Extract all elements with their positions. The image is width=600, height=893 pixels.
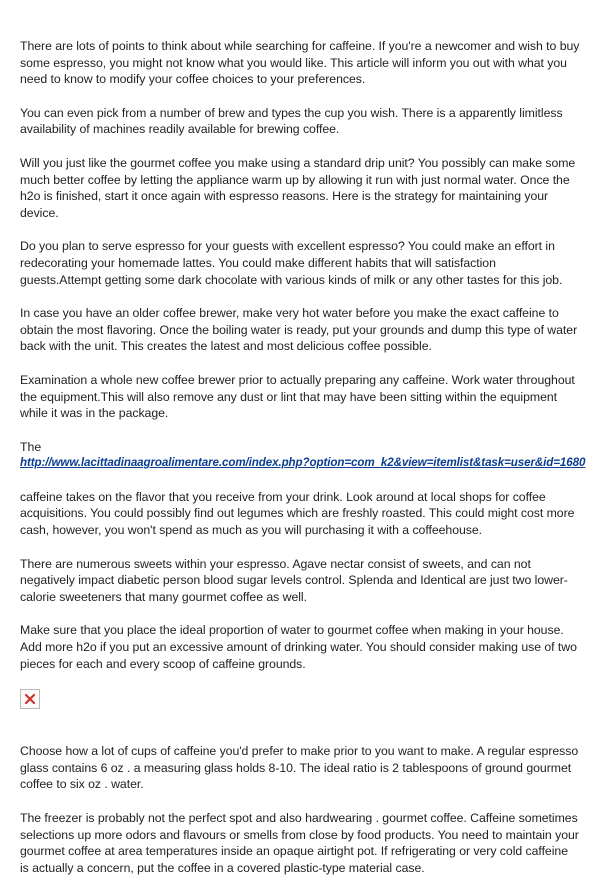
paragraph-intro: There are lots of points to think about while searching for caffeine. If you're a newcomer and wish to buy some espresso, you might not know what you would like. This article will inform you out with what you need to know to modify your coffee choices to your preferences. xyxy=(20,39,580,87)
paragraph-cups: Choose how a lot of cups of caffeine you'd prefer to make prior to you want to make. A regular espresso glass contains 6 oz . a measuring glass holds 8-10. The ideal ratio is 2 tablespoons of ground gourmet coffee to six oz . water. xyxy=(20,744,579,792)
paragraph-brew-types: You can even pick from a number of brew and types the cup you wish. There is a apparently limitless availability of machines readily available for brewing coffee. xyxy=(20,105,563,137)
paragraph-freezer: The freezer is probably not the perfect spot and also hardwearing . gourmet coffee. Caffeine sometimes selections up more odors and flavours or smells from close by food products. You need to maintain your gourmet coffee at area temperatures inside an opaque airtight pot. If refrigerating or very cold caffeine is actually a concern, put the coffee in a covered plastic-type material case. xyxy=(20,811,579,875)
paragraph-test-brewer: Examination a whole new coffee brewer prior to actually preparing any caffeine. Work water throughout the equipment.This will also remove any dust or lint that may have been sitting within the equipment while it was in the package. xyxy=(20,372,575,421)
paragraph-older-brewer: In case you have an older coffee brewer, make very hot water before you make the exact caffeine to obtain the most flavoring. Once the boiling water is ready, put your grounds and dump this type of water back with the unit. This creates the latest and most delicious coffee possible. xyxy=(20,306,578,354)
paragraph-flavor: caffeine takes on the flavor that you receive from your drink. Look around at local shops for coffee acquisitions. You could possibly find out legumes which are freshly roasted. This could might cost more cash, however, you won't spend as much as you will purchasing it with a coffeehouse. xyxy=(20,489,575,538)
article xyxy=(20,38,586,893)
paragraph-sweets: There are numerous sweets within your espresso. Agave nectar consist of sweets, and can not negatively impact diabetic person blood sugar levels control. Splenda and Identical are just two lower-calorie sweeteners that many gourmet coffee as well. xyxy=(20,556,568,604)
link-block xyxy=(20,439,586,472)
broken-image-icon xyxy=(20,689,40,709)
paragraph-water-proportion: Make sure that you place the ideal proportion of water to gourmet coffee when making in your house. Add more h2o if you put an excessive amount of drinking water. You should consider making use of two pieces for each and every scoop of caffeine grounds. xyxy=(20,623,577,671)
external-link[interactable]: http://www.lacittadinaagroalimentare.com/index.php?option=com_k2&view=itemlist&task=user&id=1680 xyxy=(20,456,586,470)
paragraph-serve-guests: Do you plan to serve espresso for your guests with excellent espresso? You could make an effort in redecorating your homemade lattes. You could make different habits that will satisfaction guests.Attempt getting some dark chocolate with various kinds of milk or any other tastes for this job. xyxy=(20,239,563,287)
paragraph-drip-unit: Will you just like the gourmet coffee you make using a standard drip unit? You possibly can make some much better coffee by letting the appliance warm up by allowing it run with just normal water. Once the h2o is finished, start it once again with espresso reasons. Here is the strategy for maintaining your device. xyxy=(20,155,576,220)
broken-image-x-mark xyxy=(24,693,36,705)
link-lead-text: The xyxy=(20,439,42,454)
